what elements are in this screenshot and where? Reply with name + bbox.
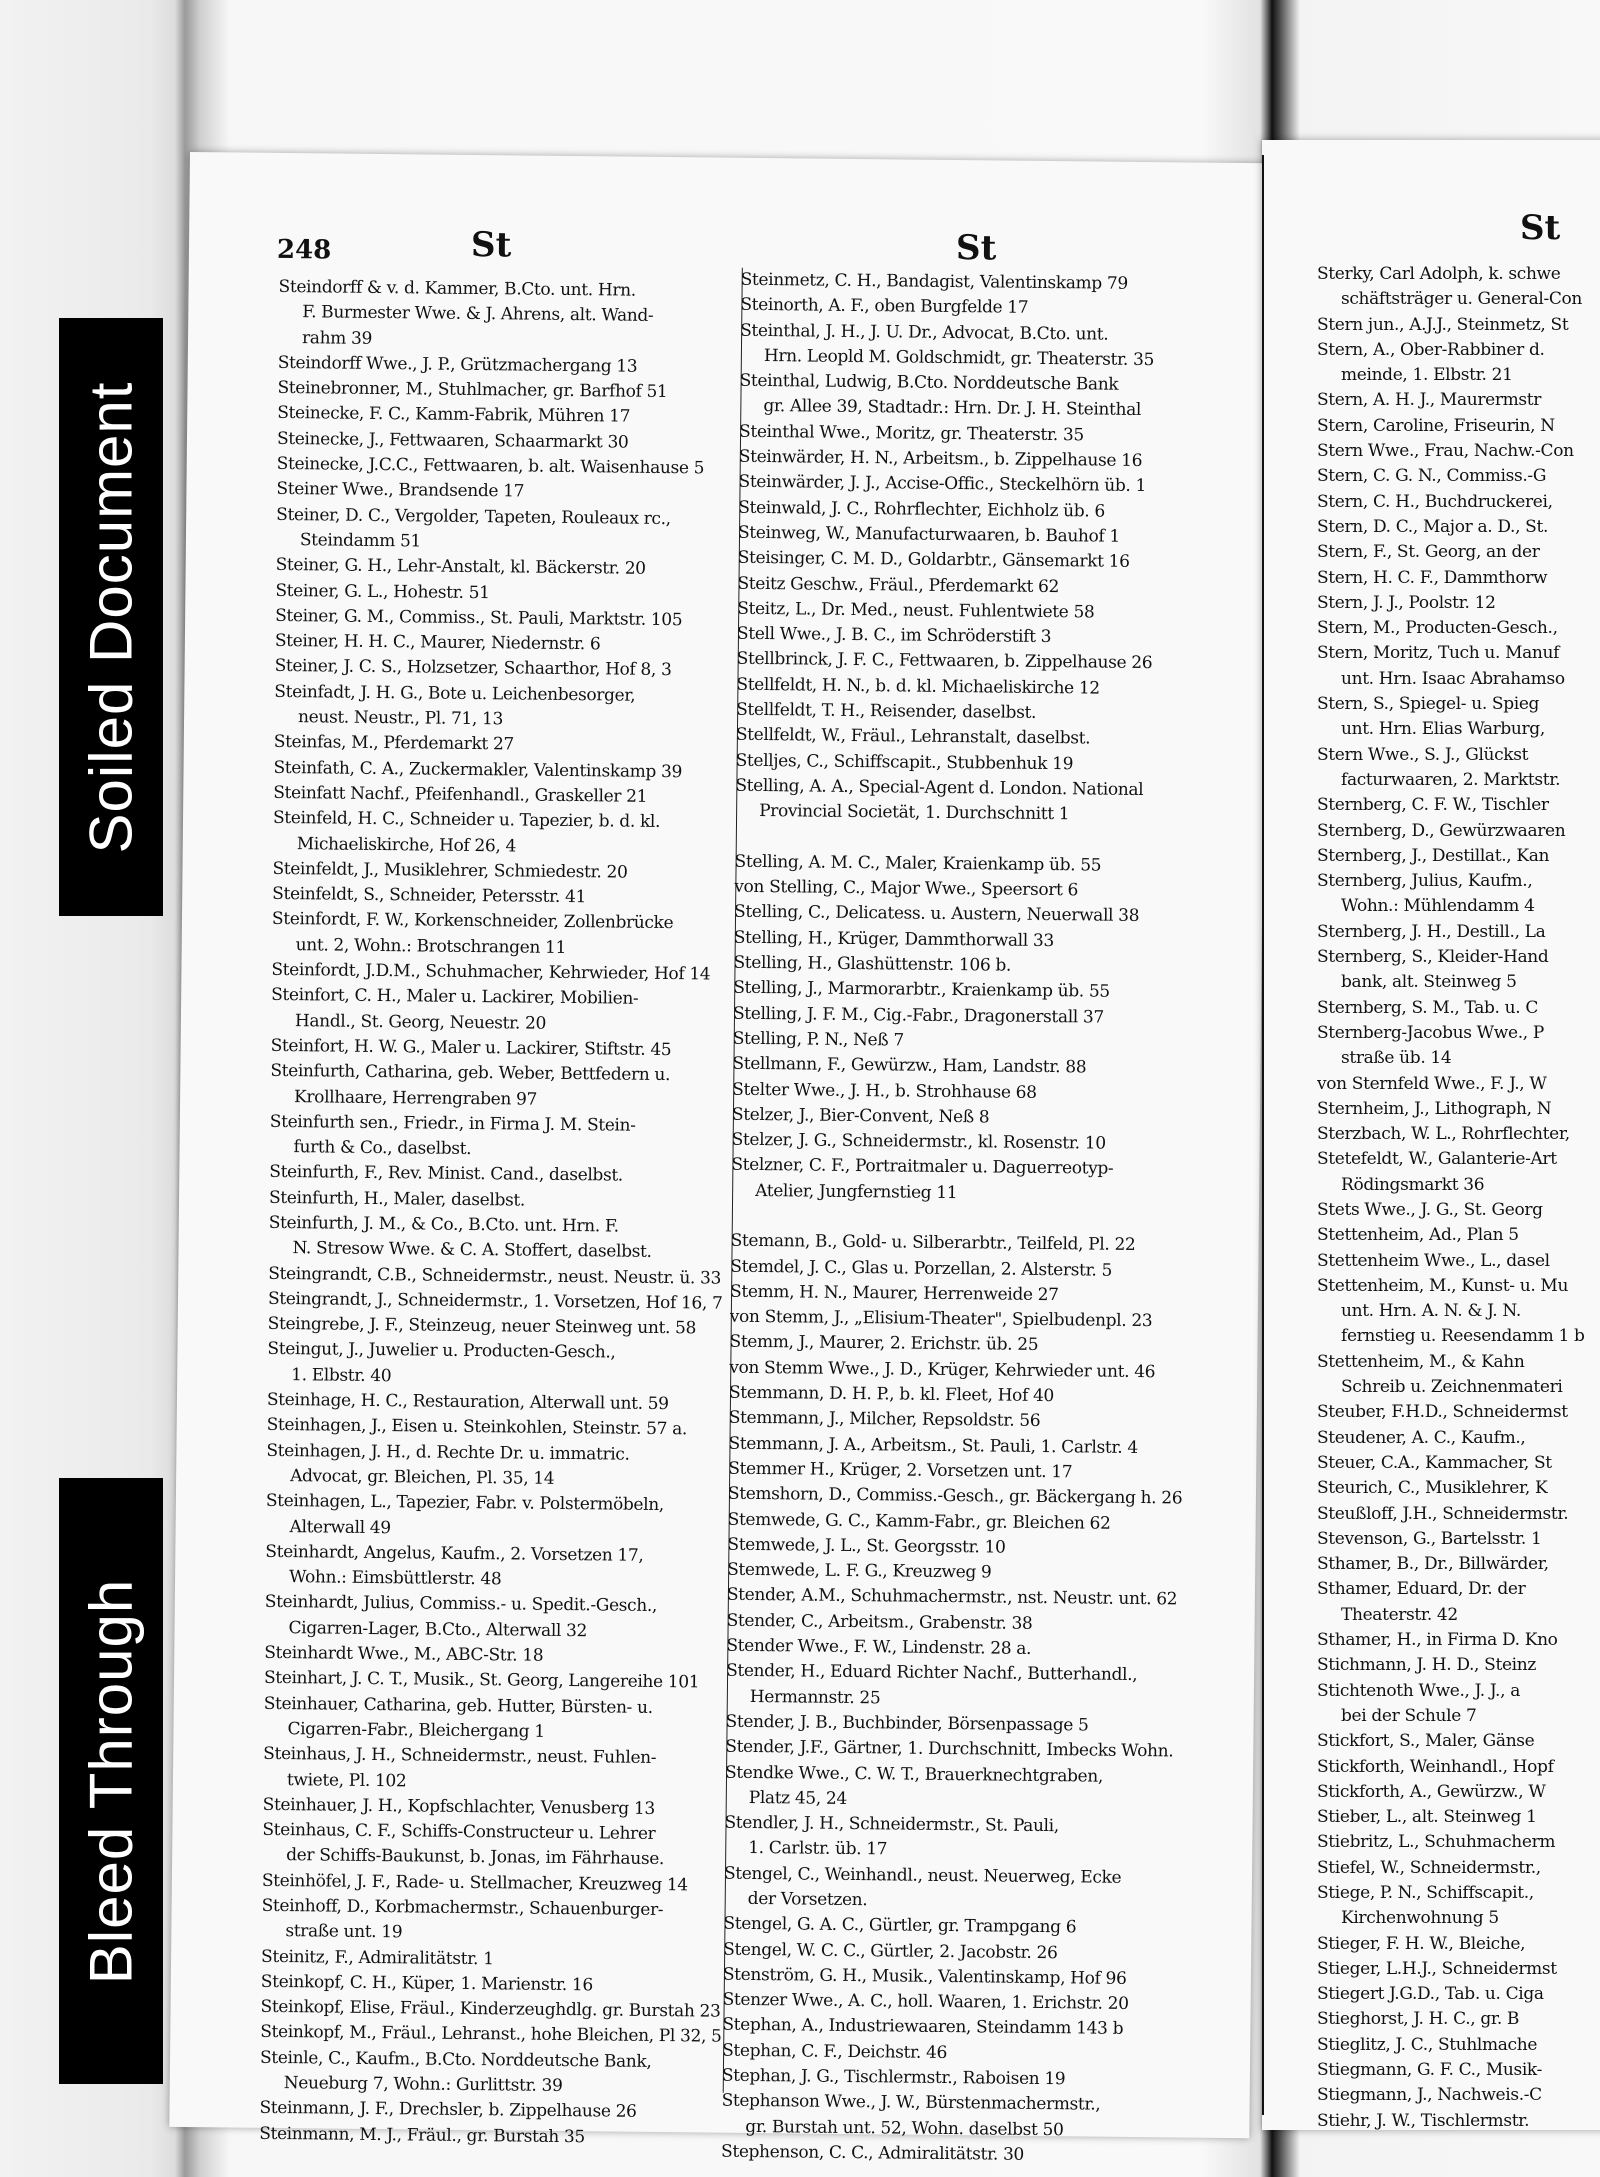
directory-entry-line: Wohn.: Mühlendamm 4 [1341, 896, 1535, 917]
directory-entry-line: Stemshorn, D., Commiss.-Gesch., gr. Bäckergang h. 26 [727, 1483, 1183, 1509]
directory-entry-line: Steinhage, H. C., Restauration, Alterwall unt. 59 [266, 1389, 669, 1415]
directory-entry-line: furth & Co., daselbst. [293, 1137, 472, 1160]
directory-entry-line: Steingrandt, J., Schneidermstr., 1. Vorsetzen, Hof 16, 7 [267, 1288, 723, 1314]
directory-entry-line: Steingrandt, C.B., Schneidermstr., neust. Neustr. ü. 33 [268, 1263, 722, 1289]
directory-entry-line: Steinhauer, J. H., Kopfschlachter, Venusberg 13 [262, 1794, 655, 1819]
right-page [1262, 140, 1600, 2130]
directory-entry-line: Steingut, J., Juwelier u. Producten-Gesch., [267, 1339, 616, 1363]
directory-entry-line: Steinfatt Nachf., Pfeifenhandl., Graskeller 21 [273, 782, 648, 807]
directory-entry-line: Sthamer, Eduard, Dr. der [1317, 1579, 1526, 1600]
directory-entry-line: Rödingsmarkt 36 [1341, 1174, 1485, 1195]
directory-entry-line: Sternberg, S., Kleider-Hand [1317, 947, 1549, 968]
directory-entry-line: gr. Burstah unt. 52, Wohn. daselbst 50 [745, 2116, 1064, 2140]
directory-entry-line: Stickforth, Weinhandl., Hopf [1317, 1756, 1554, 1777]
directory-entry-line: Theaterstr. 42 [1341, 1604, 1458, 1625]
directory-entry-line: Stengel, W. C. C., Gürtler, 2. Jacobstr. 26 [723, 1939, 1058, 1963]
directory-entry-line: Krollhaare, Herrengraben 97 [294, 1086, 538, 1110]
directory-entry-line: Stemwede, G. C., Kamm-Fabr., gr. Bleichen 62 [727, 1509, 1111, 1534]
directory-entry-line: Steinfath, C. A., Zuckermakler, Valentinskamp 39 [273, 757, 683, 782]
directory-entry-line: Stelling, J. F. M., Cig.-Fabr., Dragonerstall 37 [732, 1003, 1105, 1028]
directory-entry-line: Stets Wwe., J. G., St. Georg [1317, 1199, 1543, 1220]
directory-entry-line: Schreib u. Zeichnenmateri [1341, 1377, 1563, 1398]
directory-entry-line: von Stemm Wwe., J. D., Krüger, Kehrwieder unt. 46 [729, 1357, 1156, 1382]
directory-entry-line: Stickforth, A., Gewürzw., W [1317, 1781, 1546, 1802]
directory-entry-line: Steinthal Wwe., Moritz, gr. Theaterstr. 35 [738, 421, 1084, 446]
directory-entry-line: Atelier, Jungfernstieg 11 [755, 1180, 958, 1203]
directory-entry-line: Stern, H. C. F., Dammthorw [1317, 567, 1548, 588]
directory-entry-line: Stern, J. J., Poolstr. 12 [1317, 592, 1496, 613]
directory-entry-line: Steinmann, J. F., Drechsler, b. Zippelhause 26 [259, 2098, 637, 2123]
directory-entry-line: Steinfeld, H. C., Schneider u. Tapezier, b. d. kl. [272, 808, 661, 833]
directory-entry-line: Steinhaus, C. F., Schiffs-Constructeur u. Lehrer [262, 1819, 656, 1845]
directory-entry-line: Sterky, Carl Adolph, k. schwe [1317, 264, 1561, 284]
directory-entry-line: Steindorff Wwe., J. P., Grützmachergang 13 [277, 352, 638, 377]
running-head-right: St [1520, 208, 1561, 248]
directory-entry-line: Stelling, A. A., Special-Agent d. London. National [735, 775, 1144, 800]
directory-entry-line: Stieger, F. H. W., Bleiche, [1317, 1933, 1526, 1954]
directory-entry-line: Steinfurth sen., Friedr., in Firma J. M. Stein- [269, 1111, 636, 1136]
directory-entry-line: Stendler, J. H., Schneidermstr., St. Pauli, [724, 1812, 1059, 1837]
directory-entry-line: Steinhoff, D., Korbmachermstr., Schauenburger- [261, 1895, 664, 1921]
directory-entry-line: Stephenson, C. C., Admiralitätstr. 30 [720, 2141, 1025, 2165]
directory-entry-line: Steitz Geschw., Fräul., Pferdemarkt 62 [737, 573, 1060, 597]
directory-entry-line: Stemwede, J. L., St. Georgsstr. 10 [727, 1534, 1006, 1558]
directory-entry-line: Steinhauer, Catharina, geb. Hutter, Bürsten- u. [263, 1693, 653, 1718]
directory-entry-line: Alterwall 49 [289, 1516, 391, 1538]
directory-entry-line: Steinfurth, Catharina, geb. Weber, Bettfedern u. [270, 1061, 671, 1086]
directory-entry-line: Stender, C., Arbeitsm., Grabenstr. 38 [726, 1610, 1033, 1634]
directory-entry-line: Steinmetz, C. H., Bandagist, Valentinskamp 79 [740, 269, 1128, 294]
directory-entry-line: Steudener, A. C., Kaufm., [1317, 1427, 1526, 1448]
directory-entry-line: Steinfeldt, S., Schneider, Petersstr. 41 [272, 884, 587, 908]
directory-entry-line: Hermannstr. 25 [749, 1686, 881, 1708]
directory-entry-line: rahm 39 [301, 327, 373, 349]
directory-entry-line: Steinhöfel, J. F., Rade- u. Stellmacher, Kreuzweg 14 [261, 1870, 688, 1896]
directory-entry-line: Steinfordt, F. W., Korkenschneider, Zollenbrücke [271, 909, 674, 934]
directory-entry-line: Stelzer, J. G., Schneidermstr., kl. Rosenstr. 10 [731, 1129, 1106, 1154]
directory-entry-line: Stern jun., A.J.J., Steinmetz, St [1317, 314, 1569, 335]
directory-entry-line: Stell Wwe., J. B. C., im Schröderstift 3 [736, 623, 1052, 648]
directory-entry-line: Stendke Wwe., C. W. T., Brauerknechtgraben, [724, 1762, 1104, 1787]
directory-entry-line: Advocat, gr. Bleichen, Pl. 35, 14 [290, 1466, 555, 1489]
directory-entry-line: Stetefeldt, W., Galanterie-Art [1317, 1149, 1557, 1170]
directory-entry-line: von Stemm, J., „Elisium-Theater", Spielbudenpl. 23 [729, 1306, 1153, 1332]
directory-entry-line: Stiegert J.G.D., Tab. u. Ciga [1317, 1984, 1544, 2005]
directory-entry-line: Stellmann, F., Gewürzw., Ham, Landstr. 88 [732, 1053, 1087, 1078]
directory-entry-line: Stellfeldt, W., Fräul., Lehranstalt, daselbst. [735, 725, 1091, 749]
directory-entry-line: Stiegmann, J., Nachweis.-C [1317, 2085, 1542, 2106]
directory-entry-line: unt. Hrn. A. N. & J. N. [1341, 1301, 1521, 1322]
directory-entry-line: Stemdel, J. C., Glas u. Porzellan, 2. Alsterstr. 5 [730, 1256, 1113, 1281]
directory-entry-line: Stiege, P. N., Schiffscapit., [1317, 1883, 1534, 1903]
directory-entry-line: Sthamer, H., in Firma D. Kno [1317, 1630, 1558, 1651]
directory-entry-line: Sthamer, B., Dr., Billwärder, [1317, 1554, 1549, 1575]
directory-entry-line: Stern, Caroline, Friseurin, N [1317, 415, 1555, 436]
directory-entry-line: Steinmann, M. J., Fräul., gr. Burstah 35 [259, 2123, 585, 2147]
directory-entry-line: Cigarren-Lager, B.Cto., Alterwall 32 [288, 1617, 588, 1641]
directory-entry-line: Steinfurth, F., Rev. Minist. Cand., daselbst. [269, 1162, 624, 1186]
directory-entry-line: Steinhart, J. C. T., Musik., St. Georg, Langereihe 101 [263, 1668, 700, 1693]
directory-entry-line: Steinwärder, J. J., Accise-Offic., Steckelhörn üb. 1 [738, 472, 1147, 497]
directory-entry-line: Stiegmann, G. F. C., Musik- [1317, 2060, 1542, 2081]
directory-entry-line: Stellfeldt, H. N., b. d. kl. Michaeliskirche 12 [736, 674, 1100, 699]
directory-entry-line: F. Burmester Wwe. & J. Ahrens, alt. Wand- [302, 302, 654, 327]
directory-entry-line: Stelling, C., Delicatess. u. Austern, Neuerwall 38 [733, 902, 1140, 927]
directory-entry-line: Cigarren-Fabr., Bleichergang 1 [287, 1719, 545, 1742]
directory-entry-line: Sternberg, J. H., Destill., La [1317, 921, 1546, 942]
directory-entry-line: Steinfas, M., Pferdemarkt 27 [273, 732, 515, 755]
directory-entry-line: Stelter Wwe., J. H., b. Strohhause 68 [732, 1079, 1037, 1103]
directory-entry-line: der Vorsetzen. [747, 1888, 868, 1911]
directory-entry-line: Stemwede, L. F. G., Kreuzweg 9 [727, 1559, 992, 1583]
directory-entry-line: Handl., St. Georg, Neuestr. 20 [294, 1010, 547, 1034]
directory-entry-line: Steindorff & v. d. Kammer, B.Cto. unt. Hrn. [278, 276, 636, 301]
directory-entry-line: straße unt. 19 [285, 1921, 403, 1943]
directory-entry-line: Steinfeldt, J., Musiklehrer, Schmiedestr. 20 [272, 858, 628, 883]
directory-entry-line: fernstieg u. Reesendamm 1 b [1341, 1326, 1585, 1347]
directory-entry-line: Stiefel, W., Schneidermstr., [1317, 1857, 1541, 1878]
directory-entry-line: Steinitz, F., Admiralitätstr. 1 [261, 1946, 494, 1969]
directory-entry-line: Wohn.: Eimsbüttlerstr. 48 [288, 1567, 502, 1590]
directory-entry-line: Stephanson Wwe., J. W., Bürstenmachermstr., [721, 2091, 1101, 2116]
directory-entry-line: Steinfort, C. H., Maler u. Lackirer, Mobilien- [271, 985, 639, 1010]
directory-entry-line: Stelzer, J., Bier-Convent, Neß 8 [731, 1104, 990, 1128]
directory-entry-line: Stender, H., Eduard Richter Nachf., Butterhandl., [726, 1661, 1138, 1686]
directory-entry-line: Sternberg, Julius, Kaufm., [1317, 871, 1533, 892]
directory-entry-line: Steinecke, F. C., Kamm-Fabrik, Mühren 17 [277, 403, 631, 428]
directory-entry-line: Steinfurth, J. M., & Co., B.Cto. unt. Hrn. F. [268, 1212, 619, 1237]
directory-entry-line: Steinhagen, J., Eisen u. Steinkohlen, Steinstr. 57 a. [266, 1415, 688, 1440]
directory-entry-line: Stern, F., St. Georg, an der [1317, 542, 1540, 563]
directory-entry-line: Stephan, J. G., Tischlermstr., Raboisen 19 [721, 2065, 1066, 2090]
directory-entry-line: Stern, C. G. N., Commiss.-G [1317, 466, 1547, 487]
directory-entry-line: Stengel, C., Weinhandl., neust. Neuerweg, Ecke [723, 1863, 1122, 1888]
directory-entry-line: Stender, J.F., Gärtner, 1. Durchschnitt, Imbecks Wohn. [725, 1736, 1174, 1762]
left-page [169, 152, 1270, 2165]
directory-entry-line: neust. Neustr., Pl. 71, 13 [297, 707, 504, 730]
directory-entry-line: Steinkopf, M., Fräul., Lehranst., hohe Bleichen, Pl 32, 5 [260, 2022, 722, 2048]
directory-entry-line: Steiner, G. M., Commiss., St. Pauli, Marktstr. 105 [275, 605, 683, 631]
directory-entry-line: Stemmann, D. H. P., b. kl. Fleet, Hof 40 [728, 1382, 1055, 1407]
directory-entry-line: Steinorth, A. F., oben Burgfelde 17 [740, 295, 1029, 319]
directory-entry-line: Stephan, C. F., Deichstr. 46 [722, 2040, 948, 2063]
directory-entry-line: von Sternfeld Wwe., F. J., W [1317, 1073, 1547, 1094]
directory-entry-line: Steinthal, J. H., J. U. Dr., Advocat, B.Cto. unt. [740, 320, 1109, 345]
directory-entry-line: Steinfort, H. W. G., Maler u. Lackirer, Stiftstr. 45 [270, 1035, 672, 1060]
directory-entry-line: Provincial Societät, 1. Durchschnitt 1 [759, 801, 1070, 825]
directory-entry-line: Hrn. Leopld M. Goldschmidt, gr. Theaterstr. 35 [763, 345, 1155, 370]
directory-entry-line: Steiner, G. L., Hohestr. 51 [275, 580, 490, 603]
directory-entry-line: Steiner, D. C., Vergolder, Tapeten, Rouleaux rc., [276, 504, 671, 529]
directory-entry-line: Steinfadt, J. H. G., Bote u. Leichenbesorger, [274, 681, 636, 706]
running-head-mid: St [955, 228, 997, 269]
directory-entry-line: Stiebritz, L., Schuhmacherm [1317, 1832, 1556, 1853]
directory-entry-line: Stelljes, C., Schiffscapit., Stubbenhuk 19 [735, 750, 1074, 774]
directory-entry-line: Stelling, P. N., Neß 7 [732, 1028, 904, 1051]
directory-entry-line: Sternberg, J., Destillat., Kan [1317, 845, 1550, 866]
directory-entry-line: Steiner, J. C. S., Holzsetzer, Schaarthor, Hof 8, 3 [274, 656, 672, 681]
directory-entry-line: Stieglitz, J. C., Stuhlmache [1317, 2034, 1538, 2055]
bleed-through-label [59, 1478, 163, 2084]
directory-entry-line: Steinhagen, J. H., d. Rechte Dr. u. immatric. [266, 1440, 630, 1465]
directory-entry-line: unt. Hrn. Elias Warburg, [1341, 719, 1545, 740]
directory-entry-line: Steinhagen, L., Tapezier, Fabr. v. Polstermöbeln, [265, 1491, 665, 1516]
directory-entry-line: Stieghorst, J. H. C., gr. B [1317, 2009, 1520, 2030]
directory-entry-line: Kirchenwohnung 5 [1341, 1908, 1499, 1929]
directory-entry-line: meinde, 1. Elbstr. 21 [1341, 365, 1513, 386]
soiled-document-label [59, 318, 163, 916]
directory-entry-line: Stern, Moritz, Tuch u. Manuf [1317, 643, 1560, 664]
directory-entry-line: Sternberg, C. F. W., Tischler [1317, 795, 1549, 816]
directory-entry-line: Stemm, H. N., Maurer, Herrenweide 27 [729, 1281, 1059, 1306]
directory-entry-line: Neueburg 7, Wohn.: Gurlittstr. 39 [283, 2073, 563, 2097]
directory-entry-line: Stemmann, J. A., Arbeitsm., St. Pauli, 1. Carlstr. 4 [728, 1433, 1138, 1458]
directory-entry-line: Stichtenoth Wwe., J. J., a [1317, 1680, 1520, 1701]
directory-entry-line: Sternheim, J., Lithograph, N [1317, 1098, 1552, 1119]
directory-entry-line: Sternberg, S. M., Tab. u. C [1317, 997, 1538, 1018]
directory-entry-line: Stern, C. H., Buchdruckerei, [1317, 491, 1553, 512]
directory-entry-line: Stettenheim, Ad., Plan 5 [1317, 1225, 1519, 1246]
directory-entry-line: der Schiffs-Baukunst, b. Jonas, im Fährhause. [286, 1845, 665, 1870]
directory-entry-line: unt. Hrn. Isaac Abrahamso [1341, 668, 1565, 689]
directory-entry-line: Sternberg-Jacobus Wwe., P [1317, 1022, 1544, 1043]
directory-entry-line: Steinwald, J. C., Rohrflechter, Eichholz üb. 6 [738, 497, 1106, 522]
directory-entry-line: Steinwärder, H. N., Arbeitsm., b. Zippelhause 16 [738, 446, 1143, 472]
directory-entry-line: Stern, A., Ober-Rabbiner d. [1317, 339, 1545, 360]
directory-entry-line: Stenström, G. H., Musik., Valentinskamp, Hof 96 [722, 1964, 1127, 1989]
directory-entry-line: Steußloff, J.H., Schneidermstr. [1317, 1503, 1569, 1524]
directory-entry-line: Steinkopf, C. H., Küper, 1. Marienstr. 16 [260, 1971, 593, 1996]
directory-entry-line: Steinthal, Ludwig, B.Cto. Norddeutsche Bank [739, 370, 1119, 395]
directory-entry-line: Stender Wwe., F. W., Lindenstr. 28 a. [726, 1635, 1032, 1659]
directory-entry-line: Stern Wwe., Frau, Nachw.-Con [1317, 441, 1574, 462]
directory-entry-line: Stelling, J., Marmorarbtr., Kraienkamp üb. 55 [733, 978, 1110, 1002]
directory-entry-line: Stickfort, S., Maler, Gänse [1317, 1731, 1535, 1752]
directory-entry-line: Steinfurth, H., Maler, daselbst. [268, 1187, 526, 1211]
directory-entry-line: bank, alt. Steinweg 5 [1341, 972, 1517, 993]
directory-entry-line: Michaeliskirche, Hof 26, 4 [296, 833, 517, 856]
directory-entry-line: Steinfordt, J.D.M., Schuhmacher, Kehrwieder, Hof 14 [271, 959, 711, 985]
directory-entry-line: gr. Allee 39, Stadtadr.: Hrn. Dr. J. H. Steinthal [763, 396, 1142, 421]
directory-entry-line: Steindamm 51 [299, 530, 422, 552]
directory-entry-line: Stemmer H., Krüger, 2. Vorsetzen unt. 17 [728, 1458, 1073, 1483]
directory-entry-line: Sternberg, D., Gewürzwaaren [1317, 820, 1566, 841]
directory-entry-line: 1. Elbstr. 40 [291, 1364, 392, 1386]
directory-entry-line: Stemm, J., Maurer, 2. Erichstr. üb. 25 [729, 1332, 1039, 1356]
directory-entry-line: Stern, S., Spiegel- u. Spieg [1317, 694, 1540, 715]
soiled-document-text: Soiled Document [77, 381, 145, 853]
directory-entry-line: Stevenson, G., Bartelsstr. 1 [1317, 1528, 1542, 1549]
directory-entry-line: Steinle, C., Kaufm., B.Cto. Norddeutsche Bank, [259, 2047, 652, 2072]
directory-entry-line: Stettenheim, M., & Kahn [1317, 1351, 1525, 1372]
gutter-shadow [1262, 155, 1264, 2115]
directory-entry-line: Stettenheim Wwe., L., dasel [1317, 1250, 1550, 1271]
directory-entry-line: Stelling, H., Glashüttenstr. 106 b. [733, 952, 1012, 976]
bleed-through-text: Bleed Through [77, 1578, 145, 1984]
directory-entry-line: Stenzer Wwe., A. C., holl. Waaren, 1. Erichstr. 20 [722, 1989, 1129, 2015]
entry-column-left [259, 275, 767, 2152]
directory-entry-line: Stelling, A. M. C., Maler, Kraienkamp üb. 55 [734, 851, 1102, 876]
directory-entry-line: Steinecke, J.C.C., Fettwaaren, b. alt. Waisenhause 5 [276, 454, 705, 479]
directory-entry-line: Stichmann, J. H. D., Steinz [1317, 1655, 1536, 1676]
directory-entry-line: Steinhardt, Angelus, Kaufm., 2. Vorsetzen 17, [265, 1541, 644, 1566]
entry-column-next-page [1317, 262, 1600, 2134]
directory-entry-line: Steisinger, C. M. D., Goldarbtr., Gänsemarkt 16 [737, 548, 1130, 573]
directory-entry-line: Stephan, A., Industriewaaren, Steindamm 143 b [722, 2015, 1124, 2040]
directory-entry-line: Stender, J. B., Buchbinder, Börsenpassage 5 [725, 1711, 1089, 1736]
directory-entry-line: Stellfeldt, T. H., Reisender, daselbst. [736, 699, 1037, 723]
directory-entry-line: twiete, Pl. 102 [286, 1769, 407, 1791]
directory-entry-line: Stern, M., Producten-Gesch., [1317, 618, 1558, 639]
directory-entry-line: Steinhardt, Julius, Commiss.- u. Spedit.-Gesch., [264, 1592, 658, 1617]
directory-entry-line: Steinhardt Wwe., M., ABC-Str. 18 [264, 1642, 544, 1666]
directory-entry-line: Steurich, C., Musiklehrer, K [1317, 1478, 1548, 1499]
directory-entry-line: Stelling, H., Krüger, Dammthorwall 33 [733, 927, 1055, 951]
directory-entry-line: Stern Wwe., S. J., Glückst [1317, 744, 1529, 765]
directory-entry-line: Steiner, G. H., Lehr-Anstalt, kl. Bäckerstr. 20 [275, 555, 646, 580]
directory-entry-line: Stettenheim, M., Kunst- u. Mu [1317, 1275, 1569, 1296]
directory-entry-line: Platz 45, 24 [748, 1787, 847, 1809]
directory-entry-line: Sterzbach, W. L., Rohrflechter, [1317, 1124, 1570, 1145]
directory-entry-line: straße üb. 14 [1341, 1048, 1452, 1069]
entry-column-right [721, 268, 1226, 2170]
directory-entry-line: Stemann, B., Gold- u. Silberarbtr., Teilfeld, Pl. 22 [730, 1231, 1136, 1256]
directory-entry-line: Steinweg, W., Manufacturwaaren, b. Bauhof 1 [737, 522, 1121, 547]
directory-entry-line: Steinkopf, Elise, Fräul., Kinderzeughdlg. gr. Burstah 23 [260, 1997, 721, 2022]
directory-entry-line: 1. Carlstr. üb. 17 [748, 1838, 888, 1860]
directory-entry-line: Stieber, L., alt. Steinweg 1 [1317, 1807, 1537, 1828]
directory-entry-line: Steiner, H. H. C., Maurer, Niedernstr. 6 [274, 631, 601, 655]
directory-entry-line: Stemmann, J., Milcher, Repsoldstr. 56 [728, 1408, 1041, 1432]
directory-entry-line: Stieger, L.H.J., Schneidermst [1317, 1958, 1557, 1979]
directory-entry-line: Stender, A.M., Schuhmachermstr., nst. Neustr. unt. 62 [726, 1585, 1178, 1610]
directory-entry-line: Stellbrinck, J. F. C., Fettwaaren, b. Zippelhause 26 [736, 649, 1153, 674]
directory-entry-line: schäftsträger u. General-Con [1341, 289, 1582, 310]
directory-entry-line: Steitz, L., Dr. Med., neust. Fuhlentwiete 58 [737, 598, 1095, 623]
directory-entry-line: Stern, D. C., Major a. D., St. [1317, 516, 1549, 537]
directory-entry-line: Steingrebe, J. F., Steinzeug, neuer Steinweg unt. 58 [267, 1314, 697, 1339]
directory-entry-line: Steinecke, J., Fettwaaren, Schaarmarkt 30 [276, 428, 629, 453]
directory-entry-line: Stengel, G. A. C., Gürtler, gr. Trampgang 6 [723, 1913, 1077, 1938]
directory-entry-line: Steinebronner, M., Stuhlmacher, gr. Barfhof 51 [277, 378, 668, 403]
directory-entry-line: Steuer, C.A., Kammacher, St [1317, 1452, 1552, 1473]
directory-entry-line: Steiner Wwe., Brandsende 17 [276, 479, 525, 502]
directory-entry-line: Stern, A. H. J., Maurermstr [1317, 390, 1542, 411]
directory-entry-line: Stiehr, J. W., Tischlermstr. [1317, 2110, 1530, 2131]
directory-entry-line: N. Stresow Wwe. & C. A. Stoffert, daselbst. [292, 1238, 652, 1263]
directory-entry-line: bei der Schule 7 [1341, 1705, 1477, 1726]
directory-entry-line: Stelzner, C. F., Portraitmaler u. Daguerreotyp- [731, 1155, 1114, 1180]
directory-entry-line: Steuber, F.H.D., Schneidermst [1317, 1402, 1568, 1423]
directory-entry-line: von Stelling, C., Major Wwe., Speersort 6 [734, 876, 1079, 901]
directory-entry-line: Steinhaus, J. H., Schneidermstr., neust. Fuhlen- [263, 1744, 657, 1769]
running-head-left: St [470, 224, 512, 266]
directory-entry-line: unt. 2, Wohn.: Brotschrangen 11 [295, 934, 567, 958]
page-number: 248 [276, 234, 332, 266]
directory-entry-line: facturwaaren, 2. Marktstr. [1341, 769, 1561, 790]
